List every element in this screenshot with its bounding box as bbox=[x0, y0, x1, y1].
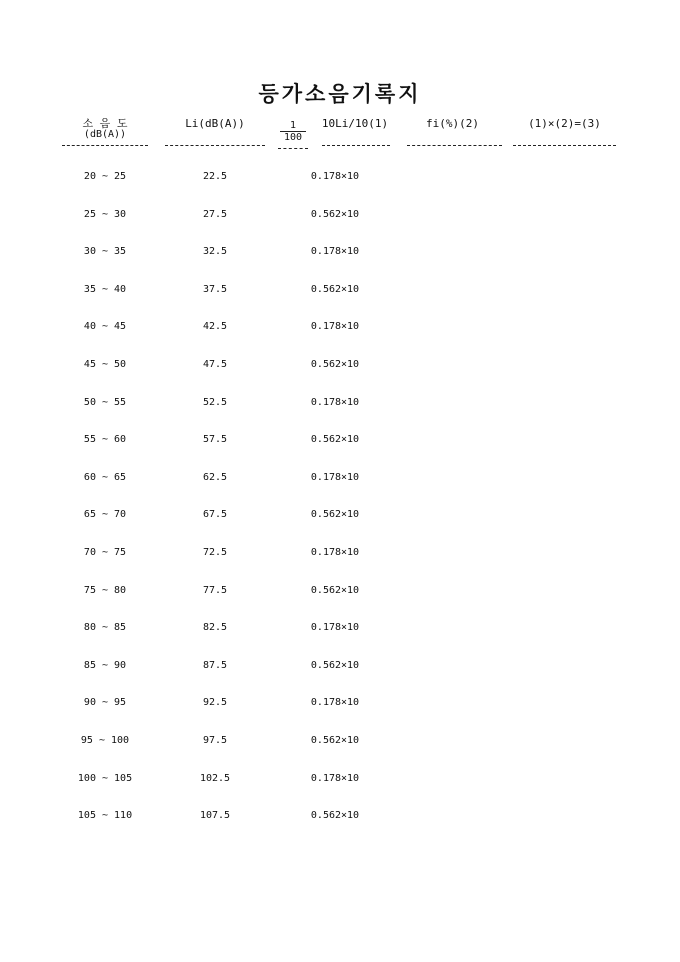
table-row bbox=[0, 284, 680, 322]
header-fraction-numerator: 1 bbox=[289, 120, 297, 131]
li-value-cell: 87.5 bbox=[202, 659, 228, 671]
noise-range-cell: 30 ~ 35 bbox=[83, 246, 127, 258]
power-value-cell: 0.178×10 bbox=[310, 546, 360, 558]
header-rule-power bbox=[322, 145, 390, 146]
li-value-cell: 107.5 bbox=[199, 810, 231, 822]
li-value-cell: 27.5 bbox=[202, 208, 228, 220]
table-row bbox=[0, 585, 680, 623]
table-row bbox=[0, 397, 680, 435]
header-rule-fraction bbox=[278, 148, 308, 149]
noise-range-cell: 45 ~ 50 bbox=[83, 358, 127, 370]
header-fraction-denominator: 100 bbox=[283, 132, 303, 143]
li-value-cell: 22.5 bbox=[202, 171, 228, 182]
noise-range-cell: 95 ~ 100 bbox=[80, 734, 130, 746]
noise-range-cell: 105 ~ 110 bbox=[77, 810, 133, 822]
power-value-cell: 0.178×10 bbox=[310, 171, 360, 182]
header-rule-fi bbox=[407, 145, 502, 146]
table-row bbox=[0, 434, 680, 472]
li-value-cell: 62.5 bbox=[202, 471, 228, 483]
noise-range-cell: 90 ~ 95 bbox=[83, 697, 127, 709]
header-rule-li bbox=[165, 145, 265, 146]
power-value-cell: 0.178×10 bbox=[310, 396, 360, 408]
li-value-cell: 97.5 bbox=[202, 734, 228, 746]
header-rule-noise-level bbox=[62, 145, 148, 146]
li-value-cell: 82.5 bbox=[202, 622, 228, 634]
header-noise-level-unit: (dB(A)) bbox=[83, 129, 127, 140]
power-value-cell: 0.562×10 bbox=[310, 434, 360, 446]
power-value-cell: 0.562×10 bbox=[310, 810, 360, 822]
noise-range-cell: 100 ~ 105 bbox=[77, 772, 133, 784]
table-row bbox=[0, 171, 680, 209]
li-value-cell: 42.5 bbox=[202, 321, 228, 333]
noise-range-cell: 20 ~ 25 bbox=[83, 171, 127, 182]
noise-range-cell: 65 ~ 70 bbox=[83, 509, 127, 521]
table-row bbox=[0, 697, 680, 735]
table-row bbox=[0, 773, 680, 811]
header-product-label: (1)×(2)=(3) bbox=[528, 117, 601, 130]
table-row bbox=[0, 810, 680, 848]
noise-range-cell: 60 ~ 65 bbox=[83, 471, 127, 483]
li-value-cell: 72.5 bbox=[202, 546, 228, 558]
power-value-cell: 0.562×10 bbox=[310, 659, 360, 671]
li-value-cell: 92.5 bbox=[202, 697, 228, 709]
noise-range-cell: 25 ~ 30 bbox=[83, 208, 127, 220]
header-rule-product bbox=[513, 145, 616, 146]
power-value-cell: 0.178×10 bbox=[310, 471, 360, 483]
power-value-cell: 0.562×10 bbox=[310, 734, 360, 746]
page-title: 등가소음기록지 bbox=[258, 81, 422, 106]
header-power-label: 10Li/10(1) bbox=[321, 117, 389, 130]
li-value-cell: 67.5 bbox=[202, 509, 228, 521]
table-row bbox=[0, 359, 680, 397]
li-value-cell: 77.5 bbox=[202, 584, 228, 596]
li-value-cell: 102.5 bbox=[199, 772, 231, 784]
noise-range-cell: 75 ~ 80 bbox=[83, 584, 127, 596]
power-value-cell: 0.178×10 bbox=[310, 772, 360, 784]
power-value-cell: 0.178×10 bbox=[310, 697, 360, 709]
power-value-cell: 0.562×10 bbox=[310, 584, 360, 596]
li-value-cell: 32.5 bbox=[202, 246, 228, 258]
noise-table-body bbox=[0, 171, 680, 848]
table-row bbox=[0, 547, 680, 585]
power-value-cell: 0.178×10 bbox=[310, 321, 360, 333]
power-value-cell: 0.562×10 bbox=[310, 208, 360, 220]
li-value-cell: 57.5 bbox=[202, 434, 228, 446]
noise-range-cell: 80 ~ 85 bbox=[83, 622, 127, 634]
power-value-cell: 0.562×10 bbox=[310, 283, 360, 295]
table-row bbox=[0, 246, 680, 284]
noise-range-cell: 70 ~ 75 bbox=[83, 546, 127, 558]
table-row bbox=[0, 660, 680, 698]
power-value-cell: 0.562×10 bbox=[310, 358, 360, 370]
li-value-cell: 37.5 bbox=[202, 283, 228, 295]
header-noise-level-label: 소 음 도 bbox=[82, 117, 128, 130]
noise-range-cell: 35 ~ 40 bbox=[83, 283, 127, 295]
table-row bbox=[0, 735, 680, 773]
power-value-cell: 0.178×10 bbox=[310, 246, 360, 258]
table-row bbox=[0, 509, 680, 547]
table-row bbox=[0, 622, 680, 660]
header-li-label: Li(dB(A)) bbox=[185, 117, 245, 130]
li-value-cell: 47.5 bbox=[202, 358, 228, 370]
noise-range-cell: 40 ~ 45 bbox=[83, 321, 127, 333]
power-value-cell: 0.178×10 bbox=[310, 622, 360, 634]
header-fi-label: fi(%)(2) bbox=[426, 117, 479, 130]
header-fraction bbox=[276, 120, 310, 143]
li-value-cell: 52.5 bbox=[202, 396, 228, 408]
power-value-cell: 0.562×10 bbox=[310, 509, 360, 521]
table-row bbox=[0, 209, 680, 247]
table-row bbox=[0, 321, 680, 359]
table-row bbox=[0, 472, 680, 510]
noise-range-cell: 85 ~ 90 bbox=[83, 659, 127, 671]
noise-range-cell: 50 ~ 55 bbox=[83, 396, 127, 408]
noise-range-cell: 55 ~ 60 bbox=[83, 434, 127, 446]
